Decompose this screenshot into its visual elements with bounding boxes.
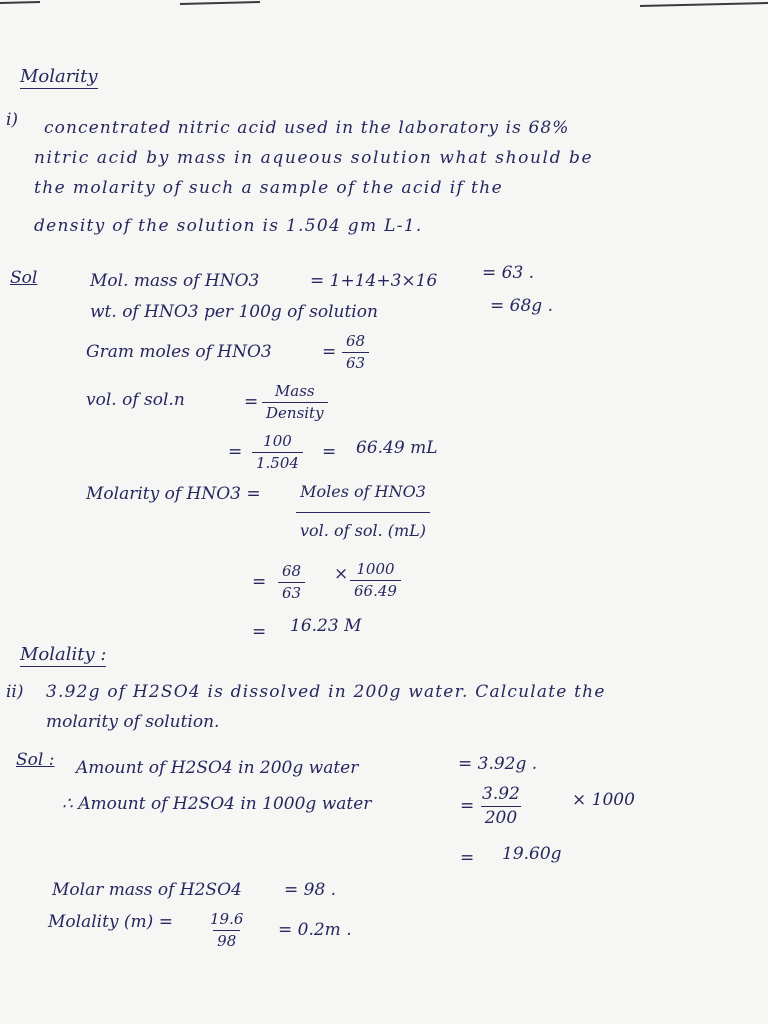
molality-question-line-2: molarity of solution. <box>46 712 220 732</box>
question-number-1: i) <box>6 110 19 130</box>
volume-calc-denominator: 1.504 <box>252 452 303 471</box>
molar-mass-value: = 98 . <box>284 880 337 900</box>
amount-1000g-denominator: 200 <box>481 806 521 827</box>
gram-moles-denominator: 63 <box>342 352 369 371</box>
molarity-heading: Molarity <box>20 66 98 87</box>
molality-label: Molality (m) = <box>48 912 173 932</box>
molality-heading: Molality : <box>20 644 107 665</box>
amount-1000g-multiplier: × 1000 <box>572 790 635 810</box>
question-line-4: density of the solution is 1.504 gm L-1. <box>34 216 423 236</box>
volume-calc-fraction <box>252 434 303 471</box>
question-line-2: nitric acid by mass in aqueous solution what should be <box>34 148 594 168</box>
amount-result-equals: = <box>460 848 475 868</box>
volume-formula-denominator: Density <box>262 402 328 421</box>
amount-1000g-numerator: 3.92 <box>482 784 520 804</box>
mol-mass-label: Mol. mass of HNO3 <box>90 271 260 291</box>
molarity-calc-numerator-1: 68 <box>282 562 302 580</box>
page-top-edge <box>0 0 768 10</box>
molarity-calc-denominator-1: 63 <box>278 582 305 601</box>
molality-denominator: 98 <box>213 930 240 949</box>
molarity-formula-fraction <box>296 484 430 539</box>
gram-moles-equals: = <box>322 342 337 362</box>
molarity-result-equals: = <box>252 622 267 642</box>
molarity-formula-numerator: Moles of HNO3 <box>300 482 426 501</box>
amount-1000g-equals: = <box>460 796 475 816</box>
amount-label: Amount of H2SO4 in 200g water <box>76 758 359 778</box>
amount-result: 19.60g <box>502 844 562 864</box>
molarity-calc-denominator-2: 66.49 <box>350 580 401 599</box>
gram-moles-label: Gram moles of HNO3 <box>86 342 272 362</box>
volume-label: vol. of sol.n <box>86 390 185 410</box>
volume-equals: = <box>244 392 259 412</box>
amount-1000g-label: ∴ Amount of H2SO4 in 1000g water <box>62 794 372 814</box>
gram-moles-numerator: 68 <box>346 332 366 350</box>
question-line-1: concentrated nitric acid used in the laboratory is 68% <box>44 118 570 138</box>
molarity-calc-numerator-2: 1000 <box>356 560 395 578</box>
solution-label-2: Sol : <box>16 750 55 770</box>
weight-value: = 68g . <box>490 296 553 316</box>
gram-moles-fraction <box>342 334 369 371</box>
molarity-formula-denominator: vol. of sol. (mL) <box>296 512 430 539</box>
amount-value: = 3.92g . <box>458 754 538 774</box>
volume-calc-equals: = <box>228 442 243 462</box>
molality-fraction <box>206 912 247 949</box>
molarity-label: Molarity of HNO3 = <box>86 484 261 504</box>
mol-mass-value: = 63 . <box>482 263 535 283</box>
molality-result: = 0.2m . <box>278 920 352 940</box>
solution-label-1: Sol <box>10 268 38 288</box>
molality-numerator: 19.6 <box>210 910 244 928</box>
weight-label: wt. of HNO3 per 100g of solution <box>90 302 378 322</box>
volume-formula-numerator: Mass <box>274 382 315 400</box>
molality-question-line-1: 3.92g of H2SO4 is dissolved in 200g water. Calculate the <box>46 682 606 702</box>
amount-1000g-fraction <box>478 786 524 827</box>
molarity-calc-times: × <box>334 564 349 584</box>
question-number-2: ii) <box>6 682 24 702</box>
molarity-result: 16.23 M <box>290 616 362 636</box>
question-line-3: the molarity of such a sample of the acid if the <box>34 178 504 198</box>
volume-result-equals: = <box>322 442 337 462</box>
volume-formula-fraction <box>262 384 328 421</box>
molarity-calc-fraction-2 <box>350 562 401 599</box>
molarity-calc-fraction-1 <box>278 564 305 601</box>
volume-calc-numerator: 100 <box>263 432 292 450</box>
volume-result: 66.49 mL <box>356 438 438 458</box>
molarity-calc-equals: = <box>252 572 267 592</box>
mol-mass-expression: = 1+14+3×16 <box>310 271 438 291</box>
molar-mass-label: Molar mass of H2SO4 <box>52 880 242 900</box>
